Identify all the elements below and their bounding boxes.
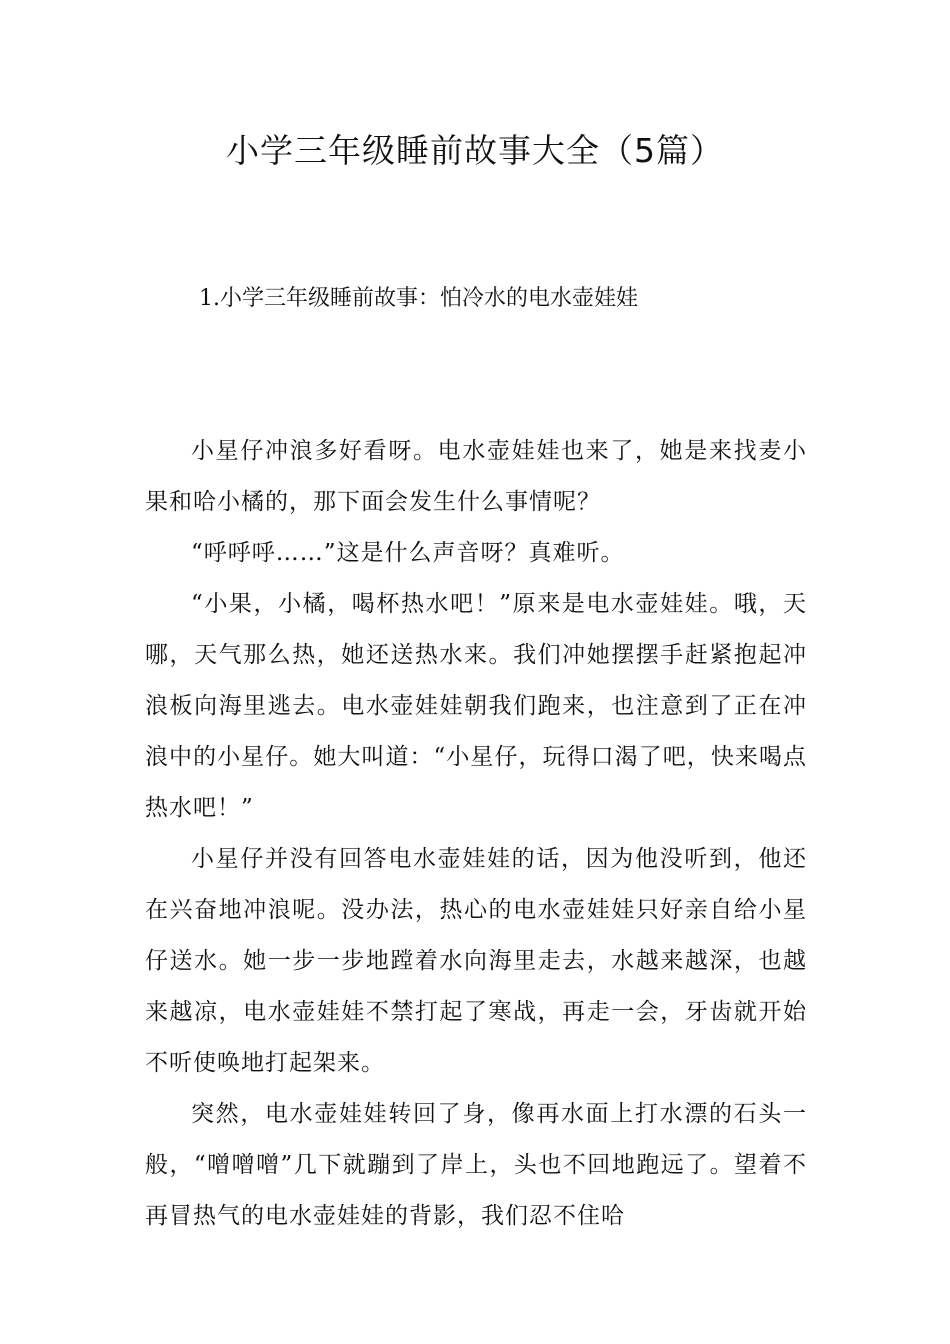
paragraph: 小星仔冲浪多好看呀。电水壶娃娃也来了，她是来找麦小果和哈小橘的，那下面会发生什么事情呢？ xyxy=(145,438,807,515)
document-title: 小学三年级睡前故事大全（5篇） xyxy=(226,131,724,170)
section-heading: 1.小学三年级睡前故事：怕冷水的电水壶娃娃 xyxy=(199,286,638,311)
story-body xyxy=(145,426,807,1242)
paragraph: 突然，电水壶娃娃转回了身，像再水面上打水漂的石头一般，“噌噌噌”几下就蹦到了岸上，头也不回地跑远了。望着不再冒热气的电水壶娃娃的背影，我们忍不住哈 xyxy=(145,1101,807,1229)
paragraph: 小星仔并没有回答电水壶娃娃的话，因为他没听到，他还在兴奋地冲浪呢。没办法，热心的电水壶娃娃只好亲自给小星仔送水。她一步一步地蹚着水向海里走去，水越来越深，也越来越凉，电水壶娃娃不禁打起了寒战，再走一会，牙齿就开始不听使唤地打起架来。 xyxy=(145,846,807,1076)
paragraph: “小果，小橘，喝杯热水吧！”原来是电水壶娃娃。哦，天哪，天气那么热，她还送热水来。我们冲她摆摆手赶紧抱起冲浪板向海里逃去。电水壶娃娃朝我们跑来，也注意到了正在冲浪中的小星仔。她大叫道：“小星仔，玩得口渴了吧，快来喝点热水吧！” xyxy=(145,591,807,821)
paragraph: “呼呼呼……”这是什么声音呀？真难听。 xyxy=(191,540,625,566)
